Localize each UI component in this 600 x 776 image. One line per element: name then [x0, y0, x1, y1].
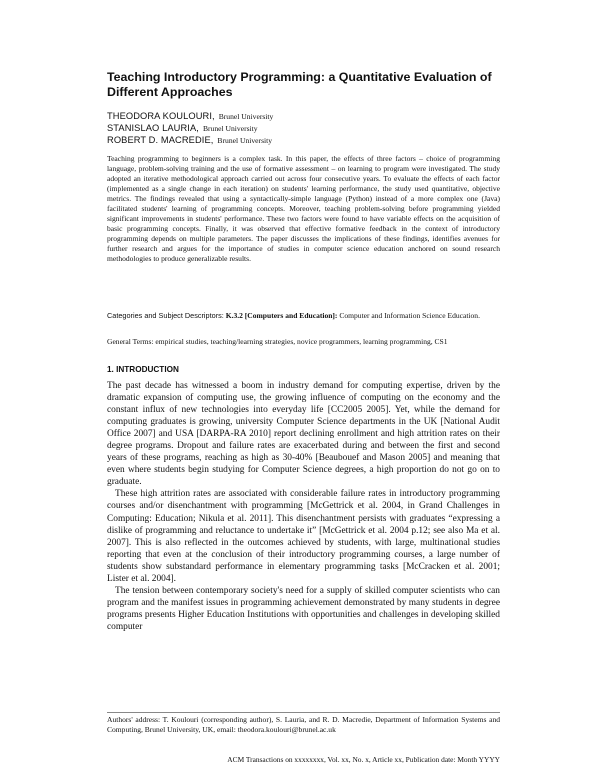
footnote-divider [107, 712, 500, 713]
author-affiliation: Brunel University [218, 112, 274, 121]
section-heading-introduction: 1. INTRODUCTION [107, 365, 179, 374]
author-name: STANISLAO LAURIA, [107, 123, 199, 133]
general-terms [107, 337, 500, 347]
body-paragraph: The past decade has witnessed a boom in industry demand for computing expertise, driven by the dramatic expansion of computing use, the growing influence of computing on the economy and the constant influx of new technologies into everyday life [CC2005 2005]. Yet, while the demand for computing graduates is growing, university Computer Science departments in the UK [National Audit Office 2007] and USA [DARPA-RA 2010] report declining enrollment and high attrition rates on their degree programs. Dropout and failure rates are exacerbated during and between the first and second years of these programs, reaching as high as 30-40% [Beaubouef and Mason 2005] and meaning that even where students begin studying for Computer Science degrees, a high proportion do not go on to graduate. [107, 381, 500, 488]
categories-descriptors [107, 311, 500, 321]
journal-footer: ACM Transactions on xxxxxxxx, Vol. xx, No. x, Article xx, Publication date: Month YYYY [227, 755, 500, 764]
general-terms-label: General Terms: [107, 337, 154, 346]
authors-address-footnote: Authors' address: T. Koulouri (corresponding author), S. Lauria, and R. D. Macredie, Department of Information Systems and Computing, Brunel University, UK, email: theodora.koulouri@brunel.ac.uk [107, 715, 500, 735]
categories-code: K.3.2 [Computers and Education]: [225, 311, 338, 320]
categories-label: Categories and Subject Descriptors: [107, 311, 224, 320]
author-affiliation: Brunel University [217, 136, 273, 145]
author-entry [107, 121, 507, 133]
author-entry [107, 133, 507, 145]
body-paragraph: These high attrition rates are associated with considerable failure rates in introductory programming courses and/or disenchantment with programming [McGettrick et al. 2004, in Grand Challenges in Computing: Education; Nikula et al. 2011]. This disenchantment persists with graduates “expressing a dislike of programming and reluctance to undertake it” [McGettrick et al. 2004 p.12; see also Ma et al. 2007]. This is also reflected in the outcomes achieved by students, with large, multinational studies reporting that even at the conclusion of their introductory programming courses, a large number of students show substandard performance in elementary programming tasks [McCracken et al. 2001; Lister et al. 2004]. [107, 489, 500, 584]
paper-title: Teaching Introductory Programming: a Quantitative Evaluation of Different Approaches [107, 70, 492, 99]
author-affiliation: Brunel University [202, 124, 258, 133]
categories-text: Computer and Information Science Education. [339, 311, 480, 320]
abstract: Teaching programming to beginners is a complex task. In this paper, the effects of three factors – choice of programming language, problem-solving training and the use of formative assessment – on learning to program were investigated. The study adopted an iterative methodological approach carried out across four consecutive years. To evaluate the effects of each factor (implemented as a single change in each iteration) on students' learning performance, the study used quantitative, objective metrics. The findings revealed that using a syntactically-simple language (Python) instead of a more complex one (Java) facilitated students' learning of programming concepts. Moreover, teaching problem-solving before programming yielded significant improvements in students' performance. These two factors were found to have variable effects on the acquisition of basic programming concepts. Finally, it was observed that effective formative feedback in the context of introductory programming depends on multiple parameters. The paper discusses the implications of these findings, identifies avenues for further research and argues for the importance of studies in computer science education anchored on sound research methodologies to produce generalizable results. [107, 154, 500, 264]
author-list [107, 109, 507, 145]
body-paragraph: The tension between contemporary society's need for a supply of skilled computer scientists who can program and the manifest issues in programming achievement demonstrated by many students in degree programs presents Higher Education Institutions with opportunities and challenges in developing skilled computer [107, 585, 500, 632]
general-terms-text: empirical studies, teaching/learning strategies, novice programmers, learning programming, CS1 [155, 337, 448, 346]
introduction-body [107, 380, 500, 633]
author-name: THEODORA KOULOURI, [107, 111, 215, 121]
author-name: ROBERT D. MACREDIE, [107, 135, 214, 145]
author-entry [107, 109, 507, 121]
